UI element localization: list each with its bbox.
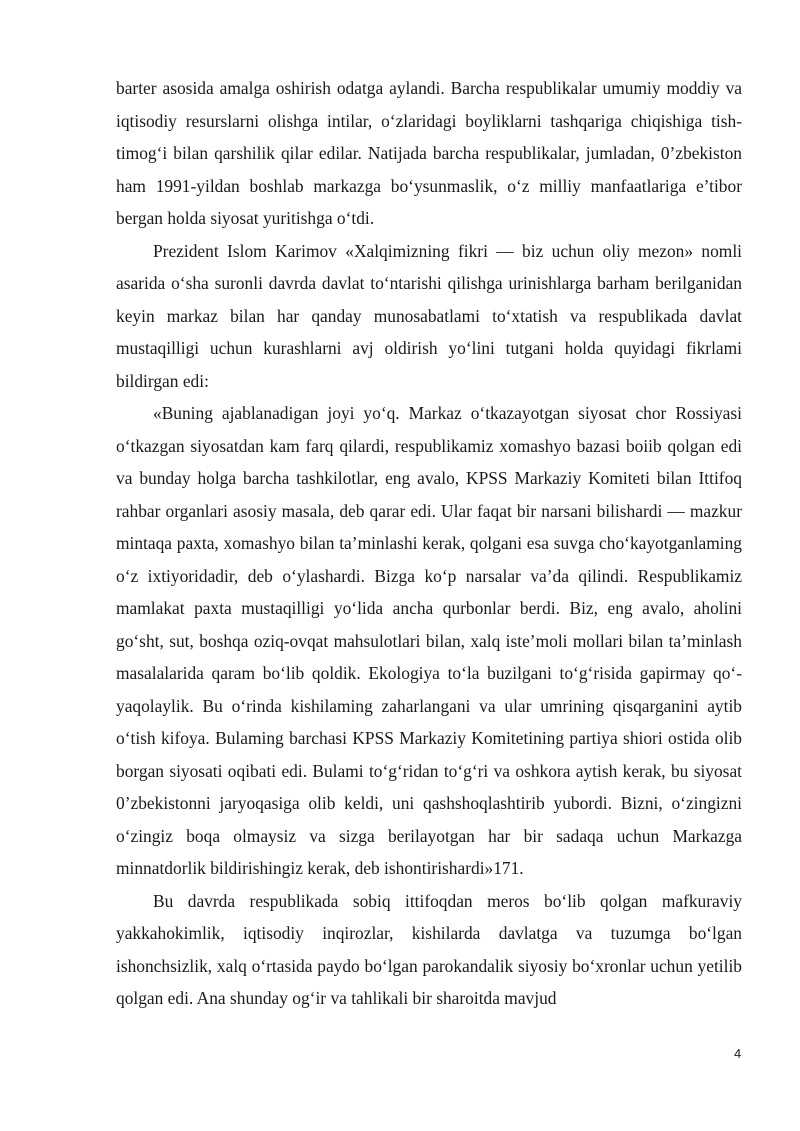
paragraph-quotation: «Buning ajablanadigan joyi yo‘q. Markaz o‘tkazayotgan siyosat chor Rossiyasi o‘tkazgan siyosatdan kam farq qilardi, respublikamiz xomashyo bazasi boiib qolgan edi va bunday holga barcha tashkilotlar, eng avalo, KPSS Markaziy Komiteti bilan Ittifoq rahbar organlari asosiy masala, deb qarar edi. Ular faqat bir narsani bilishardi — mazkur mintaqa paxta, xomashyo bilan ta’minlashi kerak, qolgani esa suvga cho‘kayotganlaming o‘z ixtiyoridadir, deb o‘ylashardi. Bizga ko‘p narsalar va’da qilindi. Respublikamiz mamlakat paxta mustaqilligi yo‘lida ancha qurbonlar berdi. Biz, eng avalo, aholini go‘sht, sut, boshqa oziq-ovqat mahsulotlari bilan, xalq iste’moli mollari bilan ta’minlash masalalarida qaram bo‘lib qoldik. Ekologiya to‘la buzilgani to‘g‘risida gapirmay qo‘- yaqolaylik. Bu o‘rinda kishilaming zaharlangani va ular umrining qisqarganini aytib o‘tish kifoya. Bulaming barchasi KPSS Markaziy Komitetining partiya shiori ostida olib borgan siyosati oqibati edi. Bulami to‘g‘ridan to‘g‘ri va oshkora aytish kerak, bu siyosat 0’zbekistonni jaryoqasiga olib keldi, uni qashshoqlashtirib yubordi. Bizni, o‘zingizni o‘zingiz boqa olmaysiz va sizga berilayotgan har bir sadaqa uchun Markazga minnatdorlik bildirishingiz kerak, deb ishontirishardi»171. <box>116 403 742 878</box>
paragraph-period-description: Bu davrda respublikada sobiq ittifoqdan meros bo‘lib qolgan mafkuraviy yakkahokimlik, iqtisodiy inqirozlar, kishilarda davlatga va tuzumga bo‘lgan ishonchsizlik, xalq o‘rtasida paydo bo‘lgan parokandalik siyosiy bo‘xronlar uchun yetilib qolgan edi. Ana shunday og‘ir va tahlikali bir sharoitda mavjud <box>116 890 742 1008</box>
page-number: 4 <box>734 1046 742 1061</box>
paragraph-continuation: barter asosida amalga oshirish odatga aylandi. Barcha respublikalar umumiy moddiy va iqtisodiy resurslarni olishga intilar, o‘zlaridagi boyliklarni tashqariga chiqishiga tish- timog‘i bilan qarshilik qilar edilar. Natijada barcha respublikalar, jumladan, 0’zbekiston ham 1991-yildan boshlab markazga bo‘ysunmaslik, o‘z milliy manfaatlariga e’tibor bergan holda siyosat yuritishga o‘tdi. <box>116 78 742 228</box>
paragraph-karimov-intro: Prezident Islom Karimov «Xalqimizning fikri — biz uchun oliy mezon» nomli asarida o‘sha suronli davrda davlat to‘ntarishi qilishga urinishlarga barham berilganidan keyin markaz bilan har qanday munosabatlami to‘xtatish va respublikada davlat mustaqilligi uchun kurashlarni avj oldirish yo‘lini tutgani holda quyidagi fikrlami bildirgan edi: <box>116 240 742 391</box>
body-text <box>116 72 742 1015</box>
